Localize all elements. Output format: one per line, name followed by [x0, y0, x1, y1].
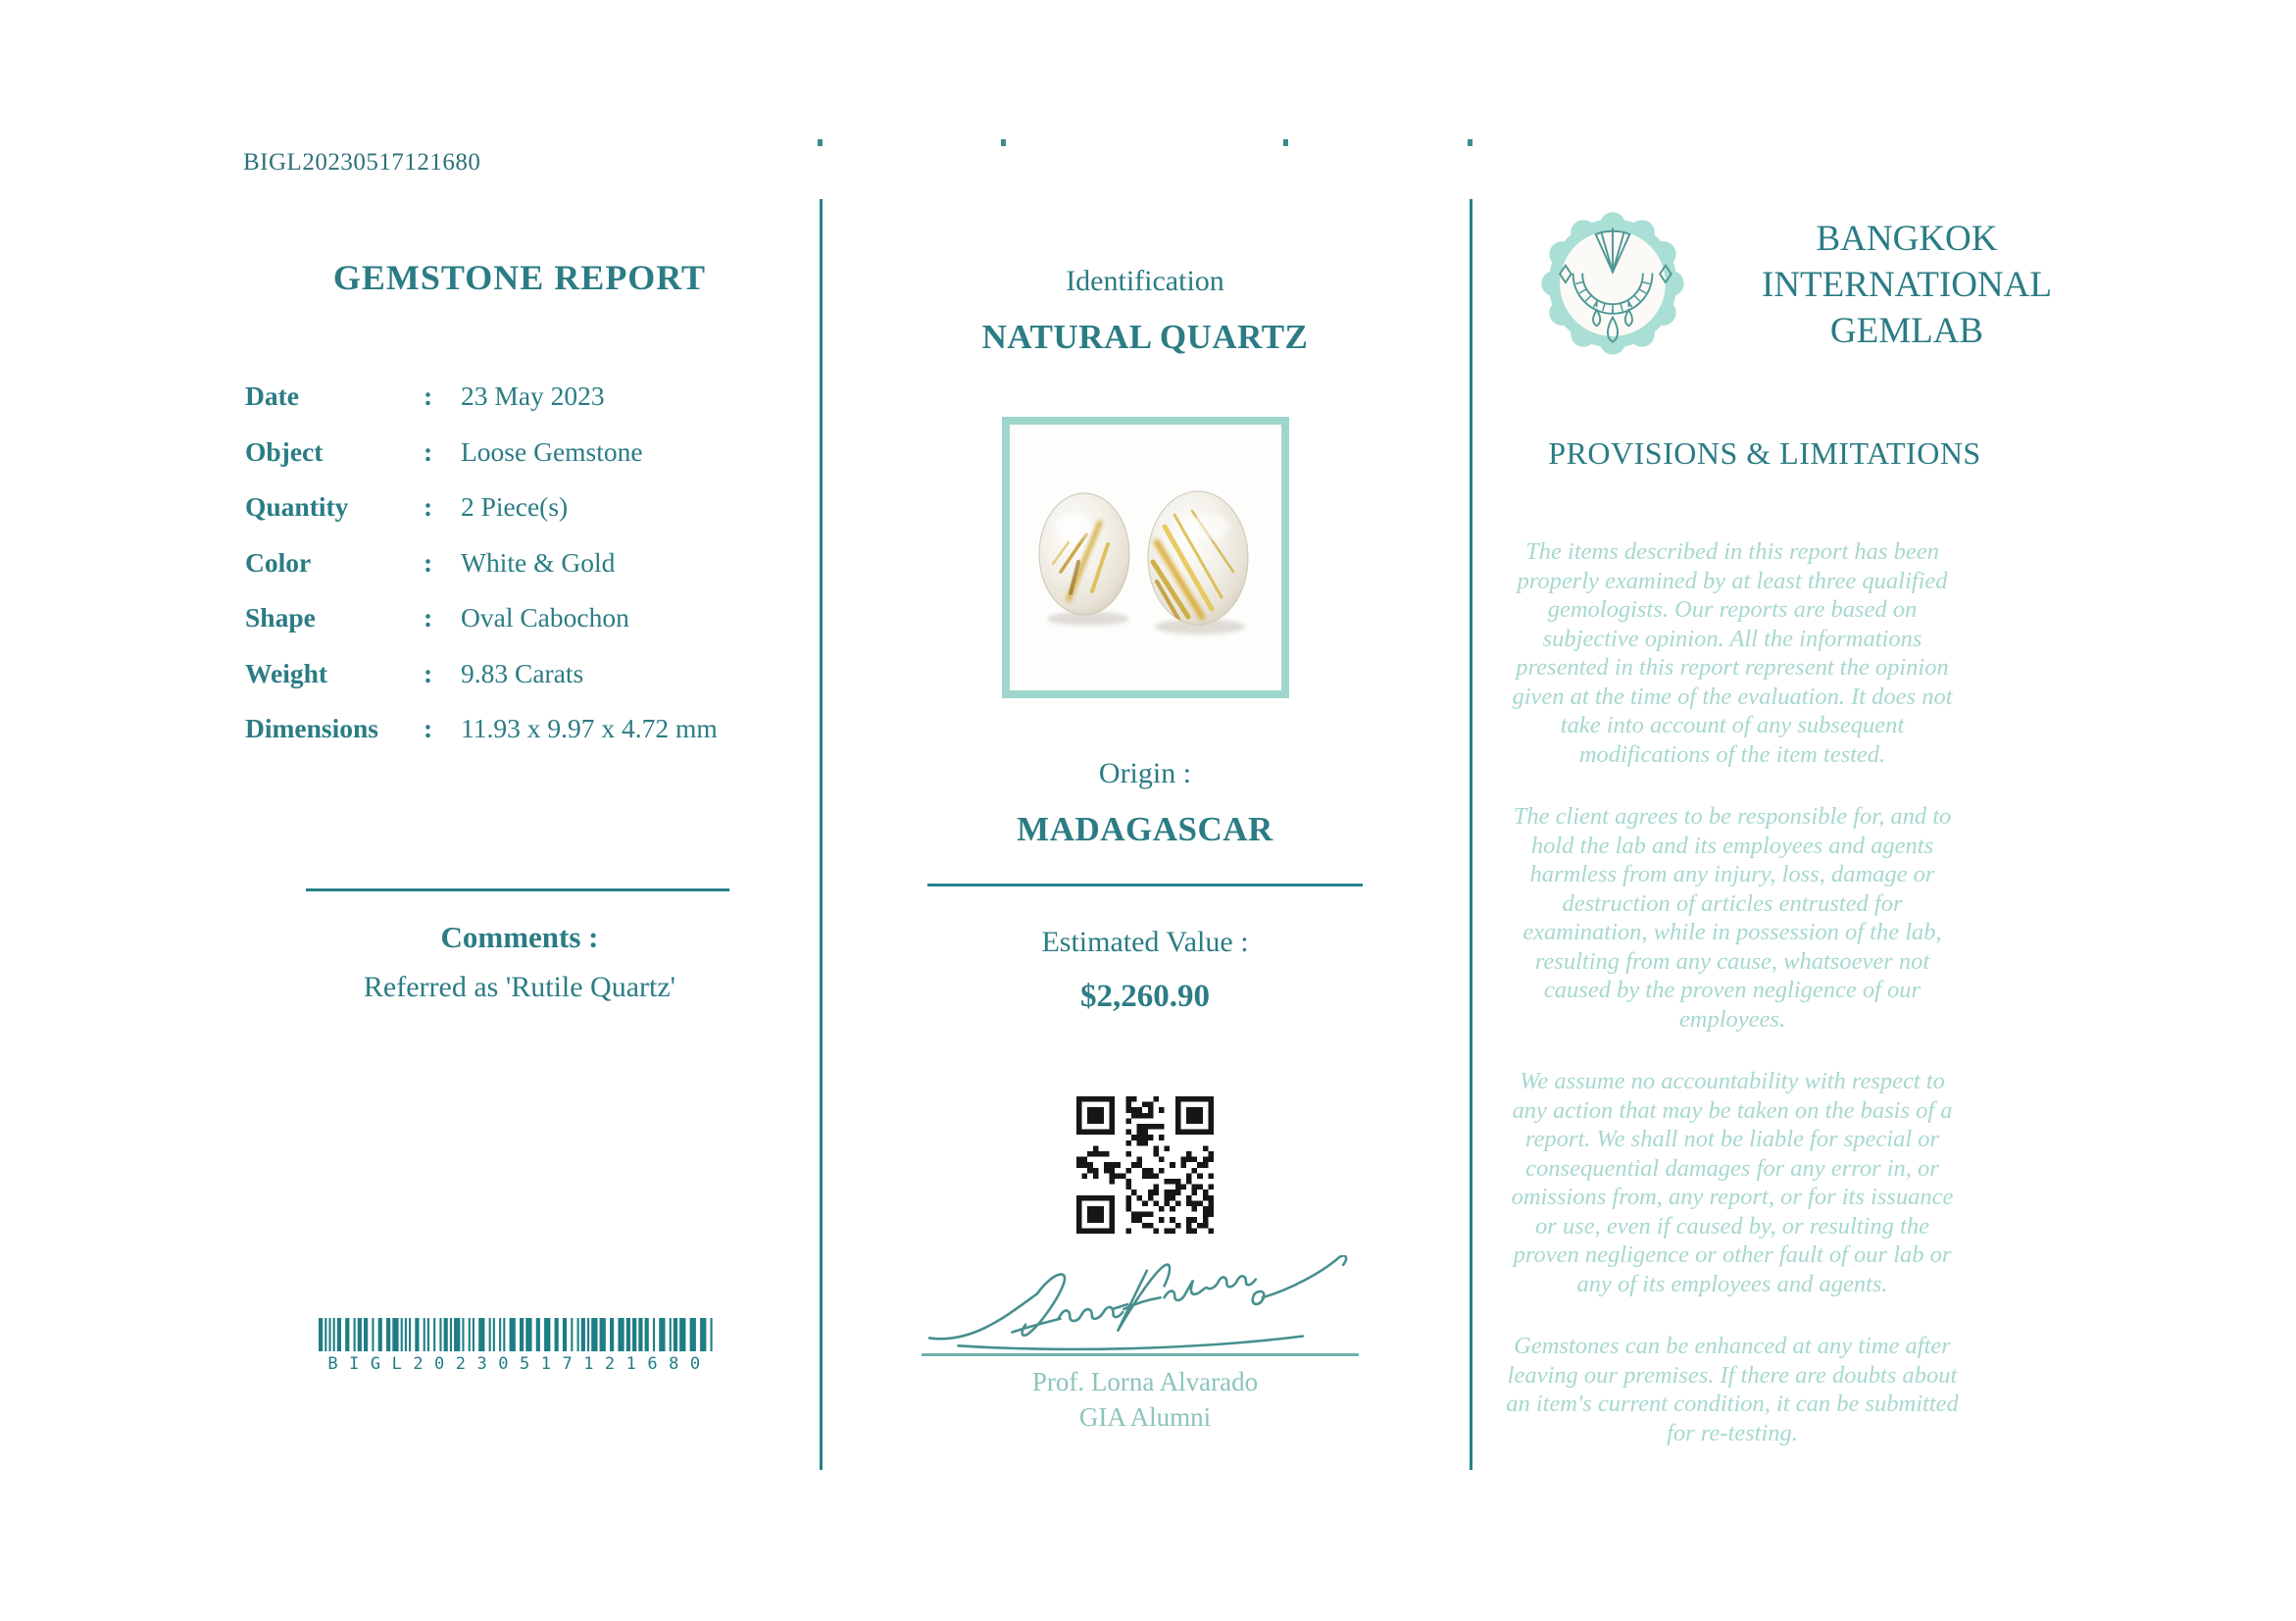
signer-title: GIA Alumni [1078, 1402, 1212, 1432]
qr-code-image [1076, 1096, 1214, 1234]
qr-code [1076, 1096, 1214, 1234]
comments-heading: Comments : [440, 920, 599, 954]
identification-heading: Identification [1066, 265, 1224, 297]
table-row [245, 535, 794, 591]
report-number: BIGL20230517121680 [243, 149, 481, 176]
field-value: 2 Piece(s) [461, 491, 569, 523]
table-row [245, 590, 794, 646]
field-value: 11.93 x 9.97 x 4.72 mm [461, 713, 718, 744]
field-label: Color [245, 546, 312, 578]
field-value: 23 May 2023 [461, 380, 605, 412]
barcode [319, 1318, 721, 1374]
field-label: Weight [245, 657, 328, 688]
comments-divider [306, 888, 729, 891]
comments-text: Referred as 'Rutile Quartz' [363, 971, 676, 1003]
table-row [245, 369, 794, 425]
field-label: Object [245, 435, 324, 467]
identification-panel [820, 0, 1471, 1621]
estimated-value-label: Estimated Value : [1041, 926, 1249, 958]
field-label: Dimensions [245, 713, 378, 744]
identification-value: NATURAL QUARTZ [981, 318, 1309, 356]
field-value: Oval Cabochon [461, 602, 629, 633]
field-label: Quantity [245, 491, 349, 523]
field-colon: : [424, 713, 433, 744]
estimated-value-amount: $2,260.90 [1080, 979, 1210, 1014]
lab-name [1711, 216, 2103, 354]
page-title: GEMSTONE REPORT [332, 258, 707, 297]
field-colon: : [424, 546, 433, 578]
gem-photo [1010, 425, 1281, 690]
provisions-paragraph: Gemstones can be enhanced at any time after leaving our premises. If there are doubts about an item's current condition, it can be submitted for re-testing. [1506, 1333, 1959, 1446]
barcode-image [319, 1318, 721, 1351]
field-colon: : [424, 491, 433, 523]
estimated-value-divider [927, 884, 1363, 886]
field-value: Loose Gemstone [461, 435, 643, 467]
field-colon: : [424, 380, 433, 412]
lab-name-line: INTERNATIONAL [1762, 265, 2052, 305]
lab-panel [1471, 0, 2186, 1621]
report-details-panel [243, 0, 796, 1621]
provisions-text [1504, 537, 1961, 1481]
provisions-heading: PROVISIONS & LIMITATIONS [1548, 435, 1981, 471]
report-fields-table [245, 369, 794, 757]
field-colon: : [424, 657, 433, 688]
field-value: White & Gold [461, 546, 616, 578]
table-row [245, 701, 794, 757]
lab-name-line: BANGKOK [1816, 219, 1998, 259]
lab-name-line: GEMLAB [1829, 311, 1984, 351]
field-value: 9.83 Carats [461, 657, 584, 688]
origin-value: MADAGASCAR [1017, 810, 1273, 848]
gem-photo-frame [1002, 417, 1289, 698]
provisions-paragraph: The client agrees to be responsible for, and to hold the lab and its employees and agents harmless from any injury, loss, damage or destruction of articles entrusted for examination, while in possession of the lab, resulting from any cause, whatsoever not caused by the proven negligence of our employees. [1513, 803, 1952, 1033]
provisions-paragraph: The items described in this report has been properly examined by at least three qualified gemologists. Our reports are based on subjective opinion. All the informations presented in this report represent the opinion given at the time of the evaluation. It does not take into account of any subsequent modifications of the item tested. [1512, 538, 1953, 768]
barcode-text: BIGL20230517121680 [327, 1354, 712, 1374]
signer-name: Prof. Lorna Alvarado [1031, 1367, 1259, 1396]
signature [920, 1255, 1361, 1361]
field-colon: : [424, 602, 433, 633]
signature-line [922, 1353, 1359, 1356]
provisions-paragraph: We assume no accountability with respect to any action that may be taken on the basis of a report. We shall not be liable for special or consequential damages for any error in, or omissions from, any report, or for its issuance or use, even if caused by, or resulting the proven negligence or other fault of our lab or any of its employees and agents. [1511, 1068, 1954, 1297]
origin-label: Origin : [1098, 757, 1192, 789]
field-colon: : [424, 435, 433, 467]
table-row [245, 480, 794, 535]
table-row [245, 425, 794, 481]
lab-logo [1537, 208, 1688, 359]
field-label: Date [245, 380, 299, 412]
table-row [245, 646, 794, 702]
field-label: Shape [245, 602, 316, 633]
